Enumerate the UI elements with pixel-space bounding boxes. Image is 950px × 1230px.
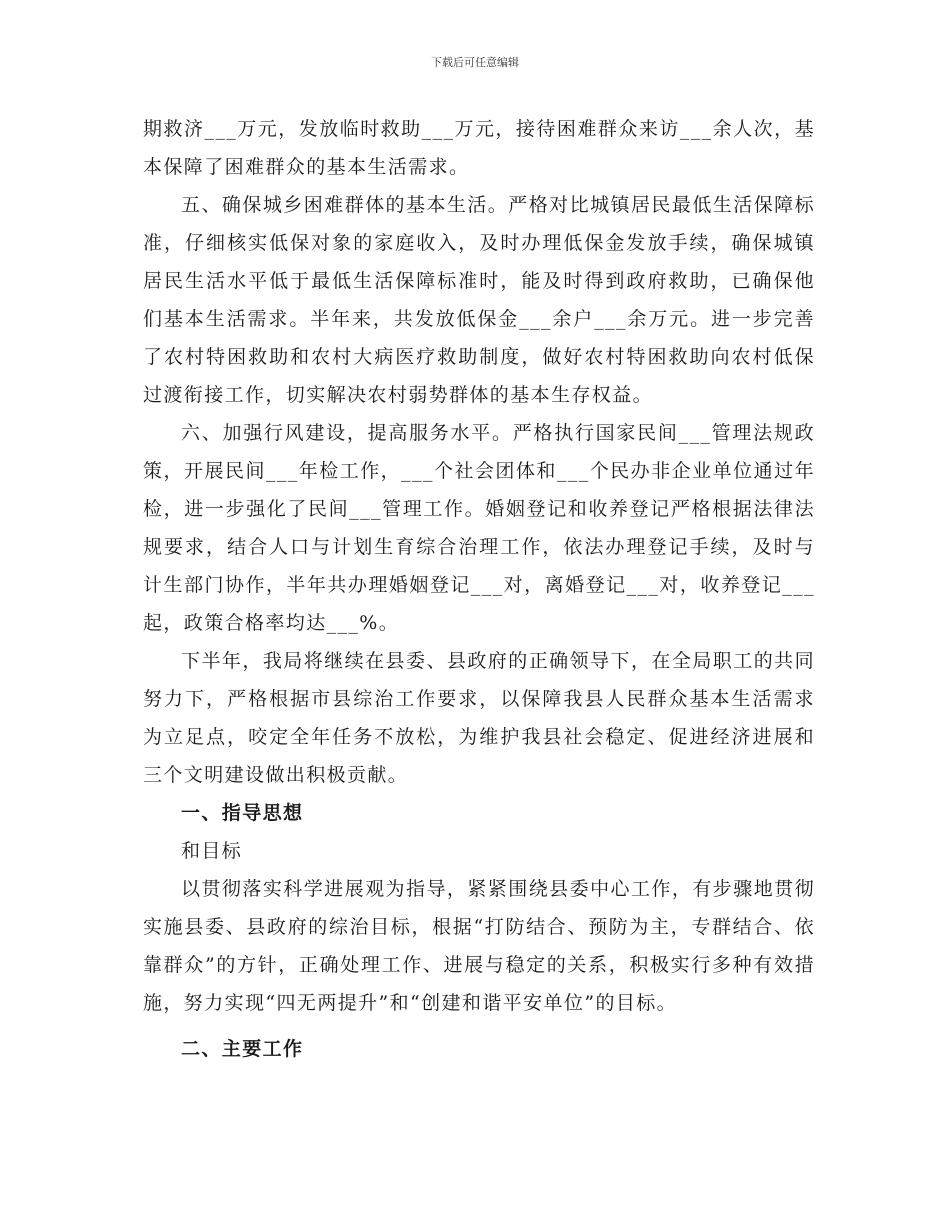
page-header: 下载后可任意编辑 bbox=[431, 56, 519, 69]
paragraph-second-half: 下半年，我局将继续在县委、县政府的正确领导下，在全局职工的共同努力下，严格根据市县综治工作要求，以保障我县人民群众基本生活需求为立足点，咬定全年任务不放松，为维护我县社会稳定、促进经济进展和三个文明建设做出积极贡献。 bbox=[143, 650, 815, 786]
section-heading-guiding-ideology: 一、指导思想 bbox=[181, 802, 304, 824]
paragraph-item-5: 五、确保城乡困难群体的基本生活。严格对比城镇居民最低生活保障标准，仔细核实低保对象的家庭收入，及时办理低保金发放手续，确保城镇居民生活水平低于最低生活保障标准时，能及时得到政府救助，已确保他们基本生活需求。半年来，共发放低保金___余户___余万元。进一步完善了农村特困救助和农村大病医疗救助制度，做好农村特困救助向农村低保过渡衔接工作，切实解决农村弱势群体的基本生存权益。 bbox=[143, 194, 815, 406]
section-heading-main-work: 二、主要工作 bbox=[181, 1038, 304, 1060]
section-subheading-goals: 和目标 bbox=[181, 840, 243, 862]
paragraph-item-6: 六、加强行风建设，提高服务水平。严格执行国家民间___管理法规政策，开展民间___年检工作，___个社会团体和___个民办非企业单位通过年检，进一步强化了民间___管理工作。婚姻登记和收养登记严格根据法律法规要求，结合人口与计划生育综合治理工作，依法办理登记手续，及时与计生部门协作，半年共办理婚姻登记___对，离婚登记___对，收养登记___起，政策合格率均达___%。 bbox=[143, 422, 815, 634]
document-body bbox=[143, 110, 815, 1068]
paragraph-guiding-ideology: 以贯彻落实科学进展观为指导，紧紧围绕县委中心工作，有步骤地贯彻实施县委、县政府的综治目标，根据“打防结合、预防为主，专群结合、依靠群众”的方针，正确处理工作、进展与稳定的关系，积极实行多种有效措施，努力实现“四无两提升”和“创建和谐平安单位”的目标。 bbox=[143, 878, 815, 1014]
paragraph-continuation: 期救济___万元，发放临时救助___万元，接待困难群众来访___余人次，基本保障了困难群众的基本生活需求。 bbox=[143, 118, 815, 178]
